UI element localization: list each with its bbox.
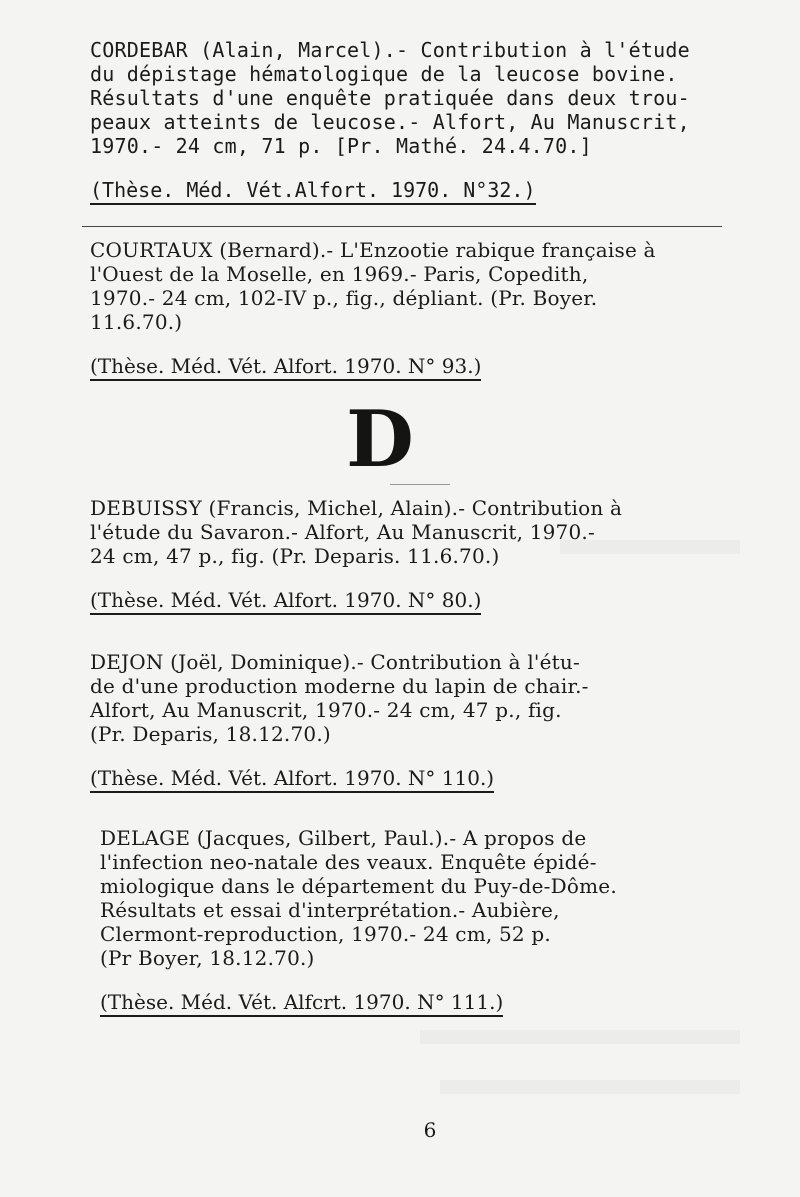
entry-cordebar [90, 38, 730, 205]
bleed-through-mark [440, 1080, 740, 1094]
bleed-through-mark [420, 1030, 740, 1044]
entry-debuissy [90, 496, 730, 615]
separator-line [82, 226, 722, 227]
thesis-reference: (Thèse. Méd. Vét. Alfort. 1970. N° 110.) [90, 766, 494, 793]
section-letter: D [346, 394, 414, 485]
bleed-through-mark [560, 540, 740, 554]
entry-delage [100, 826, 740, 1017]
entry-body: DELAGE (Jacques, Gilbert, Paul.).- A propos de l'infection neo-natale des veaux. Enquête épidé- miologique dans le département du Puy-de-Dôme. Résultats et essai d'interprétation.- Aubière, Clermont-reproduction, 1970.- 24 cm, 52 p. (Pr Boyer, 18.12.70.) [100, 826, 617, 970]
entry-body: DEJON (Joël, Dominique).- Contribution à l'étu- de d'une production moderne du lapin de chair.- Alfort, Au Manuscrit, 1970.- 24 cm, 47 p., fig. (Pr. Deparis, 18.12.70.) [90, 650, 589, 746]
entry-body: CORDEBAR (Alain, Marcel).- Contribution à l'étude du dépistage hématologique de la leucose bovine. Résultats d'une enquête pratiquée dans deux trou- peaux atteints de leucose.- Alfort, Au Manuscrit, 1970.- 24 cm, 71 p. [Pr. Mathé. 24.4.70.] [90, 38, 690, 158]
entry-body: COURTAUX (Bernard).- L'Enzootie rabique française à l'Ouest de la Moselle, en 1969.- Paris, Copedith, 1970.- 24 cm, 102-IV p., fig., dépliant. (Pr. Boyer. 11.6.70.) [90, 238, 656, 334]
entry-body: DEBUISSY (Francis, Michel, Alain).- Contribution à l'étude du Savaron.- Alfort, Au Manuscrit, 1970.- 24 cm, 47 p., fig. (Pr. Deparis. 11.6.70.) [90, 496, 623, 568]
entry-dejon [90, 650, 730, 793]
thesis-reference: (Thèse. Méd. Vét. Alfort. 1970. N° 80.) [90, 588, 481, 615]
entry-courtaux [90, 238, 730, 381]
separator-line [390, 484, 450, 485]
thesis-reference: (Thèse. Méd. Vét.Alfort. 1970. N°32.) [90, 178, 536, 205]
thesis-reference: (Thèse. Méd. Vét. Alfort. 1970. N° 93.) [90, 354, 481, 381]
page-number: 6 [423, 1118, 437, 1142]
thesis-reference: (Thèse. Méd. Vét. Alfcrt. 1970. N° 111.) [100, 990, 503, 1017]
